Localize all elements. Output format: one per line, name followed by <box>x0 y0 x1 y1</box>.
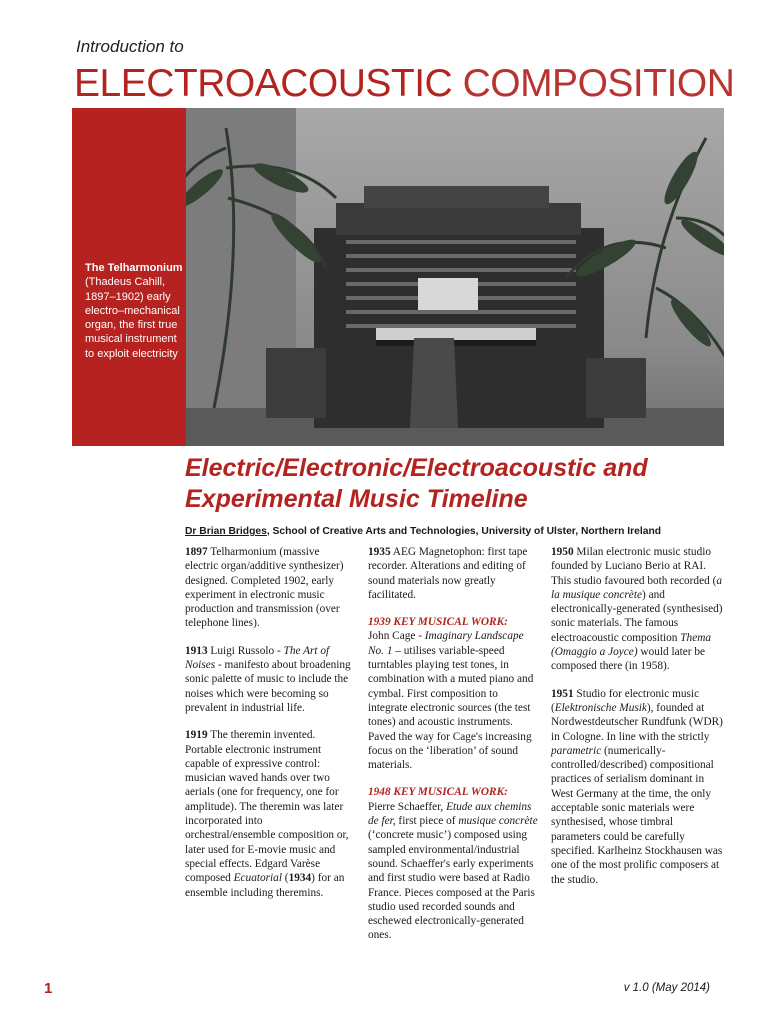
header-intro: Introduction to <box>76 37 184 56</box>
entry-text: Luigi Russolo - <box>210 644 284 657</box>
title-light: COMPOSITION <box>462 62 735 105</box>
entry-text: Milan electronic music studio founded by Luciano Berio at RAI. This studio favoured both recorded ( <box>551 546 717 587</box>
timeline-column-3 <box>551 545 724 900</box>
entry-text: ), founded at Nordwestdeutscher Rundfunk (WDR) in Cologne. In line with the strictly <box>551 701 723 743</box>
work-title: Ecuatorial <box>233 872 282 885</box>
title-bold: ELECTROACOUSTIC <box>74 62 453 105</box>
entry-1951 <box>551 687 724 887</box>
entry-text: would later be composed there (in 1958). <box>551 646 706 673</box>
entry-1948 <box>368 785 540 942</box>
entry-text: (numerically-controlled/described) compositional practices of serialism dominant in West Germany at the time, the only acceptable sonic materials were synthesised, whose timbral parameters could be carefully specified. Karlheinz Stockhausen was one of the most prolific composers at the studio. <box>551 744 723 886</box>
term: a la musique concrète <box>551 574 722 601</box>
entry-1913 <box>185 644 355 715</box>
telharmonium-photo <box>186 108 724 446</box>
timeline-title: Electric/Electronic/Electroacoustic and Experimental Music Timeline <box>185 454 648 513</box>
entry-text: – utilises variable-speed turntables playing test tones, in combination with a muted piano and cymbal. First composition to integrate electronic sources (the test tones) and acoustic instruments. Paved the way for Cage's increasing focus on the ‘liberation’ of sound materials. <box>368 644 534 772</box>
entry-1897 <box>185 545 355 631</box>
photo-caption <box>85 261 183 361</box>
caption-name: The Telharmonium <box>85 262 183 274</box>
entry-1919: 1919 The theremin invented. Portable electronic instrument capable of expressive control: musician waved hands over two aerials (one for frequency, one for amplitude). The theremin was later incorporated into orchestral/ensemble composition or, later used for E-movie music and special effects. Edgard Varèse composed Ecuatorial (1934) for an ensemble including theremins. <box>185 729 349 899</box>
entry-year: 1913 <box>185 644 208 657</box>
author-name: Dr Brian Bridges <box>185 526 267 537</box>
work-title: Imaginary Landscape No. 1 <box>368 630 524 657</box>
entry-text: Telharmonium (massive electric organ/additive synthesizer) designed. Completed 1902, early experiment in electronic music production and transmission (over telephone lines). <box>185 546 344 630</box>
entry-year: 1951 <box>551 687 574 700</box>
entry-year: 1897 <box>185 546 208 558</box>
work-title: The Art of Noises <box>185 644 330 672</box>
work-title: Thema (Omaggio a Joyce) <box>551 631 712 659</box>
term: parametric <box>551 744 602 757</box>
entry-text: Studio for electronic music ( <box>551 687 700 714</box>
author-affiliation: , School of Creative Arts and Technologies, University of Ulster, Northern Ireland <box>266 526 662 537</box>
work-title: Etude aux chemins de fer, <box>368 800 532 828</box>
entry-1950 <box>551 545 724 674</box>
timeline-column-2 <box>368 545 540 956</box>
entry-year: 1950 <box>551 546 574 558</box>
entry-1935 <box>368 545 540 602</box>
version-label: v 1.0 (May 2014) <box>623 982 710 994</box>
entry-text: (‘concrete music’) composed using sampled environmental/industrial sound. Schaeffer's early experiments and first studio were based at Radio France. Pieces composed at the Paris studio used recorded sounds and eschewed electronically-generated ones. <box>368 829 535 942</box>
key-work-heading: 1948 KEY MUSICAL WORK: <box>368 786 508 799</box>
entry-text: first piece of <box>395 815 459 828</box>
photo-image <box>186 108 724 446</box>
entry-text: John Cage - <box>368 630 425 643</box>
entry-year: 1935 <box>368 546 391 558</box>
entry-1939 <box>368 615 540 772</box>
entry-text: Pierre Schaeffer, <box>368 800 447 813</box>
page-number: 1 <box>44 980 53 997</box>
term: Elektronische Musik <box>554 701 647 714</box>
entry-text: The theremin invented. Portable electronic instrument capable of expressive control: musician waved hands over two aerials (one for frequency, one for amplitude). The theremin was later incorporated into orchestral/ensemble composition or, later used for E-movie music and special effects. Edgard Varèse composed <box>185 729 349 885</box>
entry-text: AEG Magnetophon: first tape recorder. Alterations and editing of sound materials now greatly facilitated. <box>368 546 528 601</box>
caption-text: (Thadeus Cahill, 1897–1902) early electro–mechanical organ, the first true musical instrument to exploit electricity <box>85 276 180 360</box>
page-title <box>74 62 734 106</box>
entry-text: ) and electronically-generated (synthesised) sonic materials. The famous electroacoustic composition <box>551 588 723 644</box>
entry-text: for an ensemble including theremins. <box>185 872 345 899</box>
byline <box>185 526 661 537</box>
key-work-heading: 1939 KEY MUSICAL WORK: <box>368 616 508 629</box>
work-year: 1934 <box>288 872 312 885</box>
entry-year: 1919 <box>185 729 208 742</box>
timeline-column-1 <box>185 545 355 913</box>
entry-text: - manifesto about broadening sonic palette of music to include the noises which were becoming so prevalent in industrial life. <box>185 659 351 714</box>
term: musique concrète <box>458 815 538 828</box>
